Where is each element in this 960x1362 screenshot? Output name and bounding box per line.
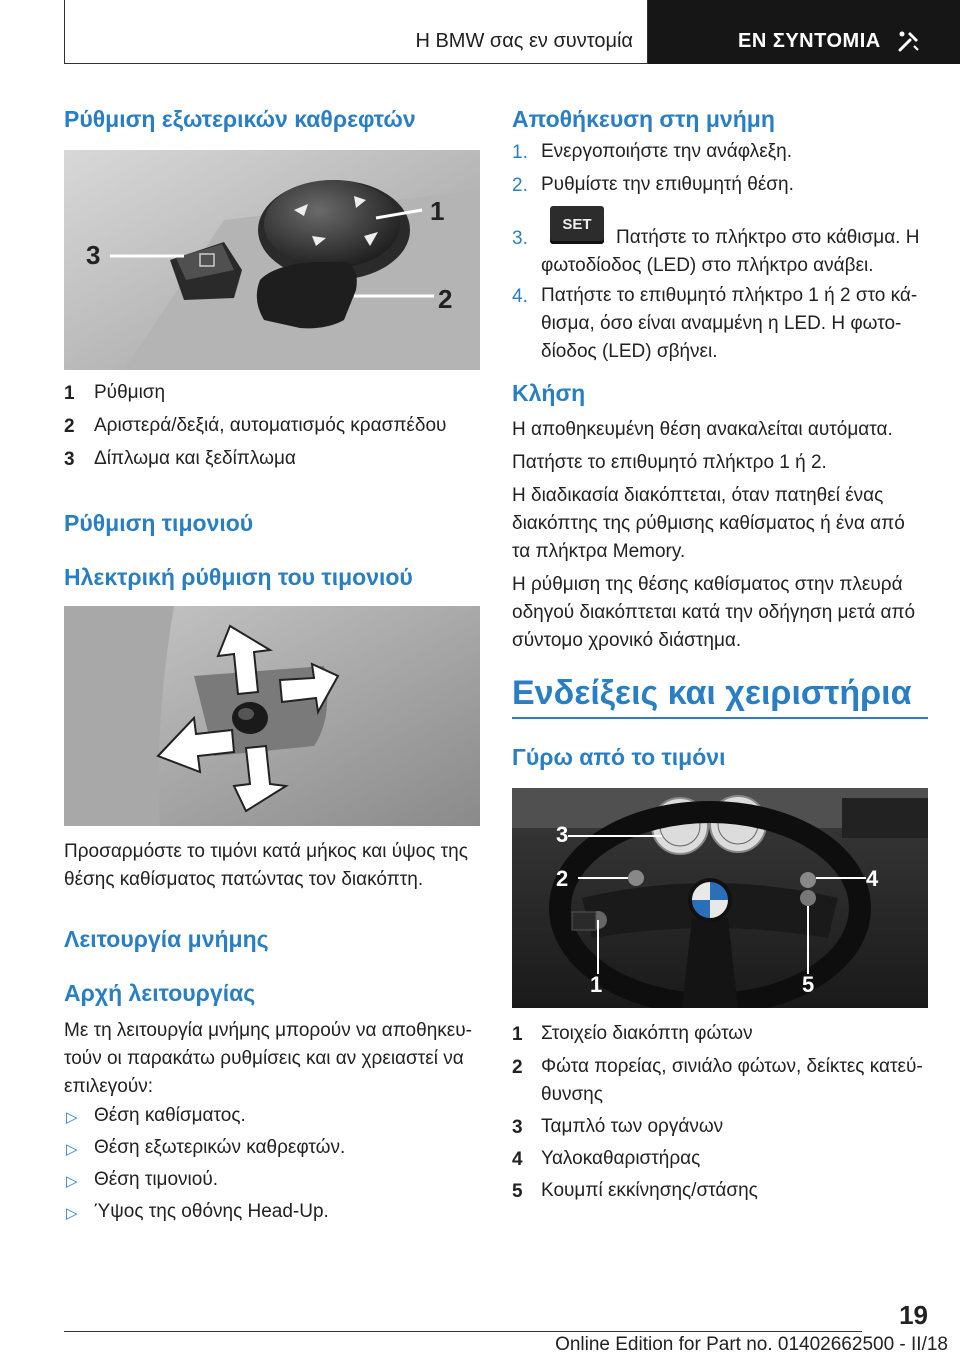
bullet-icon: ▷ [66, 1109, 78, 1126]
section-rule [512, 717, 928, 719]
legend-number: 2 [64, 416, 75, 437]
step-number: 1. [512, 142, 528, 163]
step-text: Ενεργοποιήστε την ανάφλεξη. [541, 141, 793, 162]
steering-figure [64, 606, 480, 826]
step-text: φωτοδίοδος (LED) στο πλήκτρο ανάβει. [541, 255, 874, 276]
indicators-heading: Ενδείξεις και χειριστήρια [512, 674, 912, 712]
legend-text: Ρύθμιση [94, 382, 166, 403]
legend-text: Στοιχείο διακόπτη φώτων [541, 1023, 753, 1044]
legend-text: θυνσης [541, 1084, 603, 1105]
set-button-label: SET [550, 206, 604, 244]
bullet-icon: ▷ [66, 1141, 78, 1158]
wheel-callout: 4 [866, 866, 879, 891]
step-number: 2. [512, 175, 528, 196]
page-number: 19 [899, 1300, 928, 1330]
wheel-callout: 1 [590, 972, 603, 997]
store-heading: Αποθήκευση στη μνήμη [512, 106, 775, 132]
header-box [64, 0, 648, 64]
bullet-text: Ύψος της οθόνης Head-Up. [94, 1201, 329, 1222]
bullet-icon: ▷ [66, 1173, 78, 1190]
bullet-icon: ▷ [66, 1205, 78, 1222]
recall-text: Πατήστε το επιθυμητό πλήκτρο 1 ή 2. [512, 452, 827, 473]
memory-heading: Λειτουργία μνήμης [64, 926, 269, 952]
set-button-icon [550, 206, 604, 244]
step-number: 3. [512, 228, 528, 249]
header-title: Η BMW σας εν συντομία [415, 30, 633, 52]
steering-subheading: Ηλεκτρική ρύθμιση του τιμονιού [64, 564, 413, 590]
recall-text: σύντομο χρονικό διάστημα. [512, 630, 742, 651]
legend-text: Αριστερά/δεξιά, αυτοματισμός κρασπέδου [94, 415, 447, 436]
recall-text: Η ρύθμιση της θέσης καθίσματος στην πλευρά [512, 574, 903, 595]
header-tab-label: ΕΝ ΣΥΝΤΟΜΙΑ [738, 30, 881, 52]
wheel-figure [512, 788, 928, 1008]
wheel-callout: 2 [556, 866, 569, 891]
footer-edition: Online Edition for Part no. 01402662500 - II/18 [555, 1334, 948, 1355]
legend-number: 4 [512, 1149, 523, 1170]
header-tab[interactable] [648, 0, 960, 64]
mirror-callout: 2 [438, 284, 453, 314]
steering-text: Προσαρμόστε το τιμόνι κατά μήκος και ύψος της [64, 841, 468, 862]
step-text: Πατήστε το πλήκτρο στο κάθισμα. Η [616, 227, 920, 248]
step-text: δίοδος (LED) σβήνει. [541, 341, 718, 362]
legend-number: 5 [512, 1181, 523, 1202]
recall-text: Η αποθηκευμένη θέση ανακαλείται αυτόματα. [512, 419, 893, 440]
memory-subheading: Αρχή λειτουργίας [64, 980, 256, 1006]
recall-heading: Κλήση [512, 380, 586, 406]
wheel-callout: 5 [802, 972, 815, 997]
legend-text: Φώτα πορείας, σινιάλο φώτων, δείκτες κατεύ- [541, 1056, 923, 1077]
step-text: Πατήστε το επιθυμητό πλήκτρο 1 ή 2 στο κά- [541, 285, 918, 306]
recall-text: οδηγού διακόπτεται κατά την οδήγηση μετά από [512, 602, 916, 623]
legend-text: Δίπλωμα και ξεδίπλωμα [94, 448, 296, 469]
steering-heading: Ρύθμιση τιμονιού [64, 510, 254, 536]
mirror-figure [64, 150, 480, 370]
mirror-callout: 3 [86, 240, 101, 270]
bullet-text: Θέση τιμονιού. [94, 1169, 219, 1190]
wheel-heading: Γύρω από το τιμόνι [512, 744, 726, 770]
step-number: 4. [512, 286, 528, 307]
recall-text: τα πλήκτρα Memory. [512, 541, 686, 562]
bullet-text: Θέση καθίσματος. [94, 1105, 246, 1126]
step-text: θισμα, όσο είναι αναμμένη η LED. Η φωτο- [541, 313, 902, 334]
recall-text: διακόπτης της ρύθμισης καθίσματος ή ένα από [512, 513, 905, 534]
footer-rule [64, 1331, 862, 1332]
wrench-hammer-icon [896, 28, 922, 59]
legend-number: 3 [512, 1117, 523, 1138]
legend-number: 1 [64, 383, 75, 404]
legend-text: Κουμπί εκκίνησης/στάσης [541, 1180, 758, 1201]
legend-number: 1 [512, 1024, 523, 1045]
recall-text: Η διαδικασία διακόπτεται, όταν πατηθεί ένας [512, 485, 884, 506]
legend-text: Υαλοκαθαριστήρας [541, 1148, 701, 1169]
mirror-heading: Ρύθμιση εξωτερικών καθρεφτών [64, 106, 416, 132]
mirror-callout: 1 [430, 196, 445, 226]
step-text: Ρυθμίστε την επιθυμητή θέση. [541, 174, 794, 195]
legend-number: 3 [64, 449, 75, 470]
legend-text: Ταμπλό των οργάνων [541, 1116, 724, 1137]
memory-text: Με τη λειτουργία μνήμης μπορούν να αποθηκευ- [64, 1020, 472, 1041]
memory-text: επιλεγούν: [64, 1076, 154, 1097]
steering-text: θέσης καθίσματος πατώντας τον διακόπτη. [64, 869, 424, 890]
legend-number: 2 [512, 1057, 523, 1078]
wheel-callout: 3 [556, 822, 569, 847]
bullet-text: Θέση εξωτερικών καθρεφτών. [94, 1137, 346, 1158]
memory-text: τούν οι παρακάτω ρυθμίσεις και αν χρειαστεί να [64, 1048, 464, 1069]
